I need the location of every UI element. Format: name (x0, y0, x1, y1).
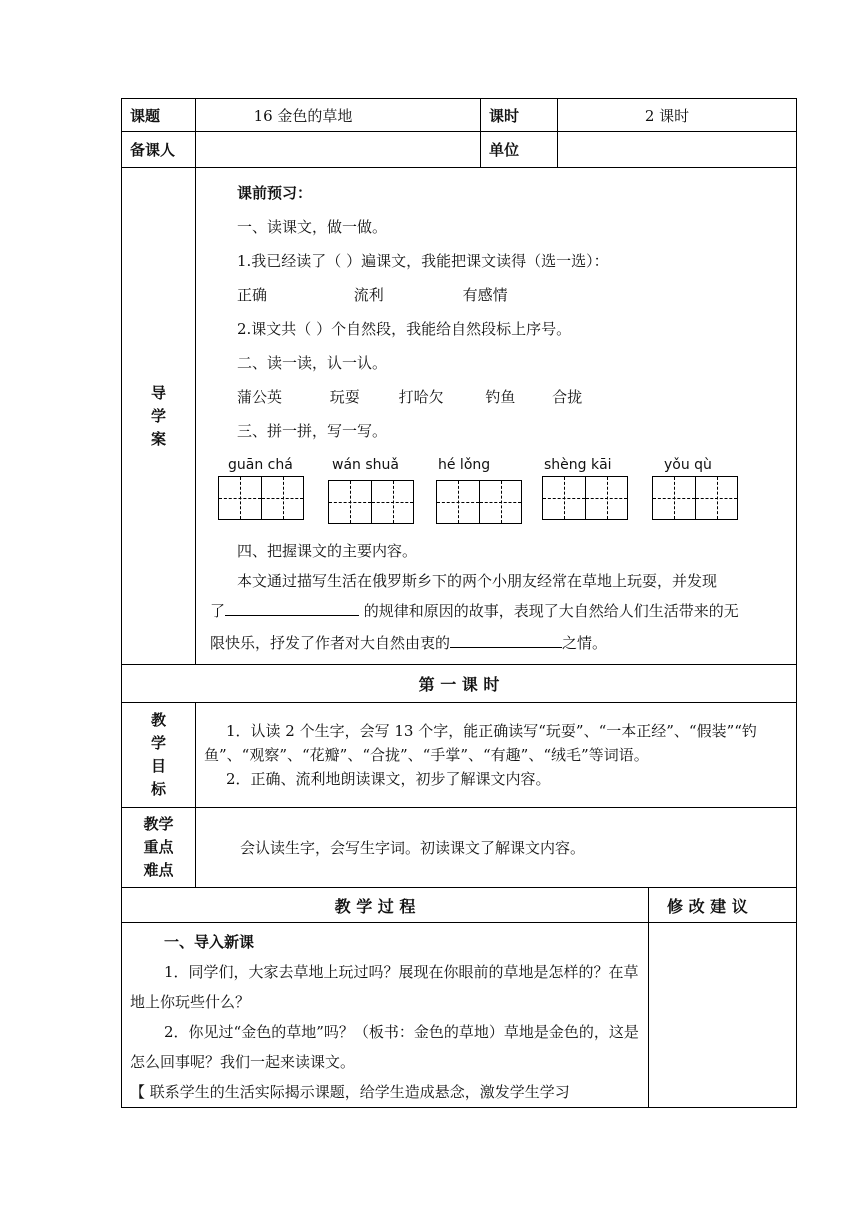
question-1: 1.我已经读了（ ）遍课文，我能把课文读得（选一选）： (237, 252, 609, 270)
summary-line-2: 了 的规律和原因的故事，表现了大自然给人们生活带来的无 (210, 598, 786, 624)
pinyin-writing-grid (210, 454, 786, 524)
suggestion-content (649, 923, 797, 1108)
writing-grid (542, 476, 628, 520)
option-fluent: 流利 (353, 286, 384, 304)
pinyin-text: shèng kāi (544, 457, 612, 473)
summary-line-1: 本文通过描写生活在俄罗斯乡下的两个小朋友经常在草地上玩耍，并发现 (237, 572, 718, 590)
summary-blank-2[interactable] (450, 631, 562, 648)
pinyin-group (218, 454, 304, 524)
word-item: 玩耍 (329, 388, 360, 406)
goal-2: 2．正确、流利地朗读课文，初步了解课文内容。 (226, 770, 551, 788)
step-1-paragraph-2: 2．你见过“金色的草地”吗？（板书：金色的草地）草地是金色的，这是怎么回事呢？我们一起来读课文。 (130, 1023, 639, 1071)
option-correct: 正确 (237, 286, 268, 304)
section-3-heading: 三、拼一拼，写一写。 (237, 422, 388, 440)
pinyin-text: guān chá (228, 457, 293, 473)
step-1-note: 【 联系学生的生活实际揭示课题，给学生造成悬念，激发学生学习 (130, 1083, 570, 1101)
key-points-label: 教学 重点 难点 (122, 808, 196, 888)
process-header-row (122, 888, 797, 923)
writing-grid (218, 476, 304, 520)
pinyin-text: wán shuǎ (332, 457, 399, 473)
option-expressive: 有感情 (462, 286, 508, 304)
pinyin-group (542, 454, 628, 524)
period-label: 课时 (481, 99, 558, 132)
pinyin-group (652, 454, 738, 524)
word-item: 蒲公英 (237, 388, 283, 406)
summary-line-3: 限快乐，抒发了作者对大自然由衷的 之情。 (210, 630, 786, 656)
guide-side-label: 导 学 案 (122, 168, 196, 665)
writing-grid (328, 480, 414, 524)
unit-label: 单位 (481, 132, 558, 168)
pinyin-text: hé lǒng (438, 457, 491, 473)
section-1-heading: 一、读课文，做一做。 (237, 218, 388, 236)
suggestion-header: 修 改 建 议 (649, 888, 797, 923)
pinyin-text: yǒu qù (664, 457, 712, 473)
header-row-preparer (122, 132, 797, 168)
process-content (122, 923, 649, 1108)
guide-row (122, 168, 797, 665)
section-4-heading: 四、把握课文的主要内容。 (237, 542, 418, 560)
question-2: 2.课文共（ ）个自然段，我能给自然段标上序号。 (237, 320, 572, 338)
step-1-paragraph-1: 1．同学们，大家去草地上玩过吗？展现在你眼前的草地是怎样的？在草地上你玩些什么？ (130, 963, 639, 1011)
section-2-heading: 二、读一读，认一认。 (237, 354, 388, 372)
goals-label: 教 学 目 标 (122, 703, 196, 808)
preparer-value (196, 132, 481, 168)
header-row-topic (122, 99, 797, 132)
word-item: 打哈欠 (398, 388, 444, 406)
question-1-options (210, 278, 786, 312)
summary-blank-1[interactable] (225, 599, 359, 616)
pinyin-group (328, 454, 414, 524)
writing-grid (436, 480, 522, 524)
word-item: 钓鱼 (485, 388, 516, 406)
preparer-label: 备课人 (122, 132, 196, 168)
guide-content (196, 168, 797, 665)
vocabulary-words (210, 380, 786, 414)
key-points-row (122, 808, 797, 888)
key-points-text: 会认读生字，会写生字词。初读课文了解课文内容。 (196, 808, 797, 888)
goals-row (122, 703, 797, 808)
lesson-1-title-row (122, 665, 797, 703)
topic-value: 16 金色的草地 (196, 99, 481, 132)
step-1-title: 一、导入新课 (164, 933, 255, 951)
writing-grid (652, 476, 738, 520)
goals-content (196, 703, 797, 808)
lesson-1-title: 第 一 课 时 (122, 665, 797, 703)
lesson-plan-table (121, 98, 797, 1108)
unit-value (558, 132, 797, 168)
process-row (122, 923, 797, 1108)
pinyin-group (436, 454, 522, 524)
preview-title: 课前预习： (237, 184, 313, 202)
word-item: 合拢 (552, 388, 583, 406)
process-header: 教 学 过 程 (122, 888, 649, 923)
goal-1: 1．认读 2 个生字，会写 13 个字，能正确读写“玩耍”、“一本正经”、“假装”“钓鱼”、“观察”、“花瓣”、“合拢”、“手掌”、“有趣”、“绒毛”等词语。 (204, 722, 757, 764)
period-value: 2 课时 (558, 99, 797, 132)
topic-label: 课题 (122, 99, 196, 132)
